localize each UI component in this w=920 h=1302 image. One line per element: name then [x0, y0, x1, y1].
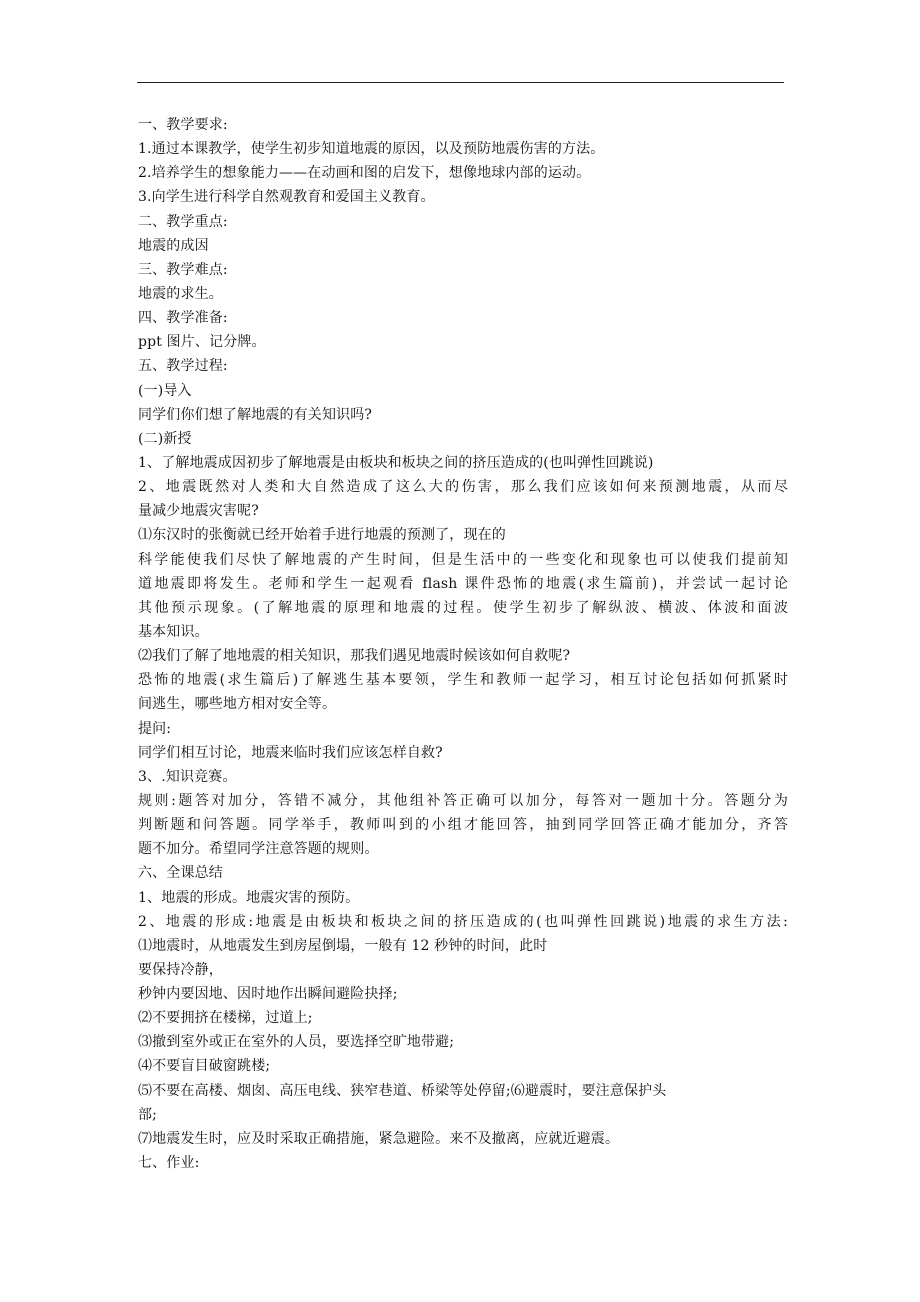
document-body [138, 113, 788, 1175]
text-line: 同学们你们想了解地震的有关知识吗? [138, 406, 373, 423]
text-line: 二、教学重点: [138, 213, 228, 230]
text-line: ⑸不要在高楼、烟囱、高压电线、狭窄巷道、桥梁等处停留;⑹避震时，要注意保护头 [138, 1082, 667, 1099]
text-line: 地震的求生。 [138, 285, 223, 302]
text-line: 秒钟内要因地、因时地作出瞬间避险抉择; [138, 986, 398, 1003]
text-line: ⑶撤到室外或正在室外的人员，要选择空旷地带避; [138, 1034, 455, 1051]
text-line: ⑺地震发生时，应及时采取正确措施，紧急避险。来不及撤离，应就近避震。 [138, 1130, 620, 1147]
text-line: 五、教学过程: [138, 358, 228, 375]
text-line: 一、教学要求: [138, 117, 228, 133]
text-line: 地震的成因 [138, 237, 209, 254]
text-line: 六、全课总结 [138, 865, 223, 882]
text-line: 提问: [138, 720, 172, 737]
text-line: 要保持冷静， [138, 961, 223, 978]
text-line: 2、地震的形成:地震是由板块和板块之间的挤压造成的(也叫弹性回跳说)地震的求生方法: [138, 913, 788, 930]
text-line: 部; [138, 1106, 158, 1123]
text-line: 规则:题答对加分，答错不减分，其他组补答正确可以加分，每答对一题加十分。答题分为 [138, 792, 788, 809]
text-line: 其他预示现象。(了解地震的原理和地震的过程。使学生初步了解纵波、横波、体波和面波 [138, 599, 788, 616]
text-line: ⑷不要盲目破窗跳楼; [138, 1058, 271, 1075]
text-line: 恐怖的地震(求生篇后)了解逃生基本要领，学生和教师一起学习，相互讨论包括如何抓紧时 [138, 672, 788, 689]
text-line: ⑴东汉时的张衡就已经开始着手进行地震的预测了，现在的 [138, 527, 506, 544]
text-line: 间逃生，哪些地方相对安全等。 [138, 696, 337, 713]
text-line: 题不加分。希望同学注意答题的规则。 [138, 841, 379, 858]
text-line: 3、.知识竞赛。 [138, 768, 237, 785]
text-line: 1、了解地震成因初步了解地震是由板块和板块之间的挤压造成的(也叫弹性回跳说) [138, 454, 654, 471]
text-line: 同学们相互讨论，地震来临时我们应该怎样自救? [138, 744, 443, 761]
text-line: 判断题和问答题。同学举手，教师叫到的小组才能回答，抽到同学回答正确才能加分，齐答 [138, 817, 788, 834]
text-line: 3.向学生进行科学自然观教育和爱国主义教育。 [138, 189, 435, 206]
text-line: 科学能使我们尽快了解地震的产生时间，但是生活中的一些变化和现象也可以使我们提前知 [138, 551, 788, 568]
text-line: 三、教学难点: [138, 261, 228, 278]
text-line: 基本知识。 [138, 623, 209, 640]
text-line: ⑵我们了解了地地震的相关知识，那我们遇见地震时候该如何自救呢? [138, 648, 571, 665]
text-line: 1、地震的形成。地震灾害的预防。 [138, 889, 360, 906]
text-line: ⑴地震时，从地震发生到房屋倒塌，一般有 12 秒钟的时间，此时 [138, 937, 548, 954]
text-line: 四、教学准备: [138, 310, 228, 327]
text-line: ppt 图片、记分牌。 [138, 334, 266, 351]
text-line: 1.通过本课教学，使学生初步知道地震的原因，以及预防地震伤害的方法。 [138, 141, 605, 158]
text-line: (一)导入 [138, 382, 192, 399]
text-line: (二)新授 [138, 430, 192, 447]
text-line: 2、地震既然对人类和大自然造成了这么大的伤害，那么我们应该如何来预测地震，从而尽 [138, 479, 788, 496]
text-line: 2.培养学生的想象能力——在动画和图的启发下，想像地球内部的运动。 [138, 165, 591, 182]
text-line: 量减少地震灾害呢? [138, 503, 259, 520]
text-line: ⑵不要拥挤在楼梯，过道上; [138, 1010, 313, 1027]
text-line: 七、作业: [138, 1155, 200, 1172]
header-rule [137, 82, 784, 83]
text-line: 道地震即将发生。老师和学生一起观看 flash 课件恐怖的地震(求生篇前)，并尝试一起讨论 [138, 575, 788, 592]
